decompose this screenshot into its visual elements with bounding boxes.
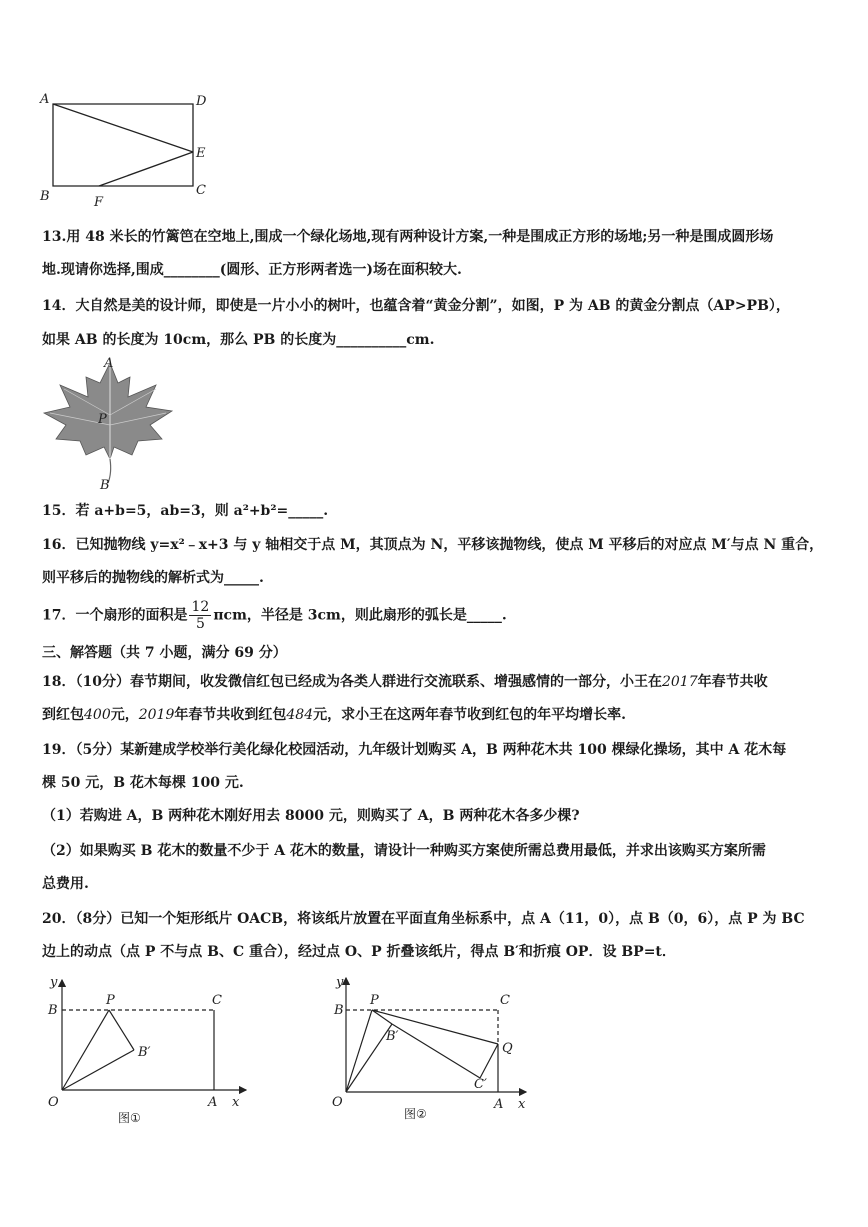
q19-sub2-line1: （2）如果购买 B 花木的数量不少于 A 花木的数量，请设计一种购买方案使所需总费用最低，并求出该购买方案所需: [42, 843, 766, 859]
q17-prefix: 17．一个扇形的面积是: [42, 607, 188, 624]
q18-line2: [42, 705, 626, 725]
fig1-label-x: x: [232, 1095, 240, 1110]
q20-line2: 边上的动点（点 P 不与点 B、C 重合），经过点 O、P 折叠该纸片，得点 B′和折痕 OP．设 BP=t．: [42, 944, 676, 960]
fig2-caption: 图②: [404, 1107, 427, 1121]
q17-fraction: [189, 599, 211, 632]
fig2-label-b: B: [334, 1003, 344, 1018]
q17-suffix: πcm，半径是 3cm，则此扇形的弧长是_____.: [213, 607, 507, 624]
fig1-label-b: B: [48, 1003, 58, 1018]
q18-a: 18．（10分）春节期间，收发微信红包已经成为各类人群进行交流联系、增强感情的一部分，小王在: [42, 674, 662, 690]
q18-value1: 400: [84, 707, 111, 723]
fig2-label-y: y: [336, 975, 344, 990]
q18-d: 元，: [110, 707, 139, 723]
fig1-label-p: P: [106, 993, 115, 1008]
q16-line1: 16．已知抛物线 y=x²﹣x+3 与 y 轴相交于点 M，其顶点为 N，平移该抛物线，使点 M 平移后的对应点 M′与点 N 重合，: [42, 537, 824, 553]
q13-line1: 13.用 48 米长的竹篱笆在空地上,围成一个绿化场地,现有两种设计方案,一种是围成正方形的场地;另一种是围成圆形场: [42, 229, 774, 245]
label-a: A: [40, 92, 50, 107]
fig2-label-a: A: [494, 1097, 504, 1112]
label-b: B: [40, 189, 50, 204]
section-title: 三、解答题（共 7 小题，满分 69 分）: [42, 645, 287, 661]
leaf-label-b: B: [100, 478, 110, 493]
q18-e: 年春节共收到红包: [174, 707, 287, 723]
q19-line1: 19．（5分）某新建成学校举行美化绿化校园活动，九年级计划购买 A，B 两种花木共 100 棵绿化操场，其中 A 花木每: [42, 742, 787, 758]
q18-year2: 2019: [138, 707, 175, 723]
fig2-label-c-prime: C′: [474, 1077, 487, 1092]
fig2-label-c: C: [500, 993, 510, 1008]
q19-sub1: （1）若购进 A，B 两种花木刚好用去 8000 元，则购买了 A，B 两种花木各多少棵?: [42, 808, 580, 824]
label-e: E: [196, 146, 206, 161]
q19-line2: 棵 50 元，B 花木每棵 100 元.: [42, 775, 244, 791]
fig1-label-y: y: [50, 975, 58, 990]
fig1-label-b-prime: B′: [138, 1045, 151, 1060]
fig2-label-q: Q: [502, 1041, 513, 1056]
q17-numerator: 12: [191, 599, 210, 615]
q18-b: 年春节共收: [697, 674, 768, 690]
coordinate-figure-2: [320, 972, 540, 1132]
q13-line2: 地.现请你选择,围成________(圆形、正方形两者选一)场在面积较大.: [42, 262, 462, 278]
q18-f: 元，求小王在这两年春节收到红包的年平均增长率.: [313, 707, 626, 723]
fig1-caption: 图①: [118, 1111, 141, 1125]
fig1-label-c: C: [212, 993, 222, 1008]
q19-sub2-line2: 总费用.: [42, 876, 89, 892]
fig2-label-o: O: [332, 1095, 343, 1110]
q14-line2: 如果 AB 的长度为 10cm，那么 PB 的长度为__________cm.: [42, 332, 435, 348]
fig2-label-p: P: [370, 993, 379, 1008]
label-f: F: [94, 195, 104, 210]
q20-line1: 20．（8分）已知一个矩形纸片 OACB，将该纸片放置在平面直角坐标系中，点 A（11，0），点 B（0，6），点 P 为 BC: [42, 911, 805, 927]
rectangle-figure: [36, 88, 216, 213]
q18-c: 到红包: [42, 707, 84, 723]
leaf-icon: [44, 363, 172, 459]
maple-leaf-figure: [38, 355, 183, 495]
q18-value2: 484: [286, 707, 314, 723]
fig2-label-b-prime: B′: [386, 1029, 399, 1044]
label-d: D: [196, 94, 207, 109]
label-c: C: [196, 183, 206, 198]
fig1-label-a: A: [208, 1095, 218, 1110]
fig2-label-x: x: [518, 1097, 526, 1112]
fig1-label-o: O: [48, 1095, 59, 1110]
leaf-label-a: A: [104, 356, 114, 371]
q14-line1: 14．大自然是美的设计师，即使是一片小小的树叶，也蕴含着“黄金分割”，如图，P 为 AB 的黄金分割点（AP>PB），: [42, 298, 790, 314]
q17-denominator: 5: [195, 616, 205, 632]
coordinate-figure-1: [36, 972, 256, 1132]
q17-text: [42, 599, 507, 632]
q15-text: 15．若 a+b=5，ab=3，则 a²+b²=_____.: [42, 503, 329, 519]
q18-line1: [42, 672, 768, 692]
q18-year1: 2017: [661, 674, 698, 690]
leaf-label-p: P: [98, 412, 107, 427]
q16-line2: 则平移后的抛物线的解析式为_____.: [42, 570, 264, 586]
